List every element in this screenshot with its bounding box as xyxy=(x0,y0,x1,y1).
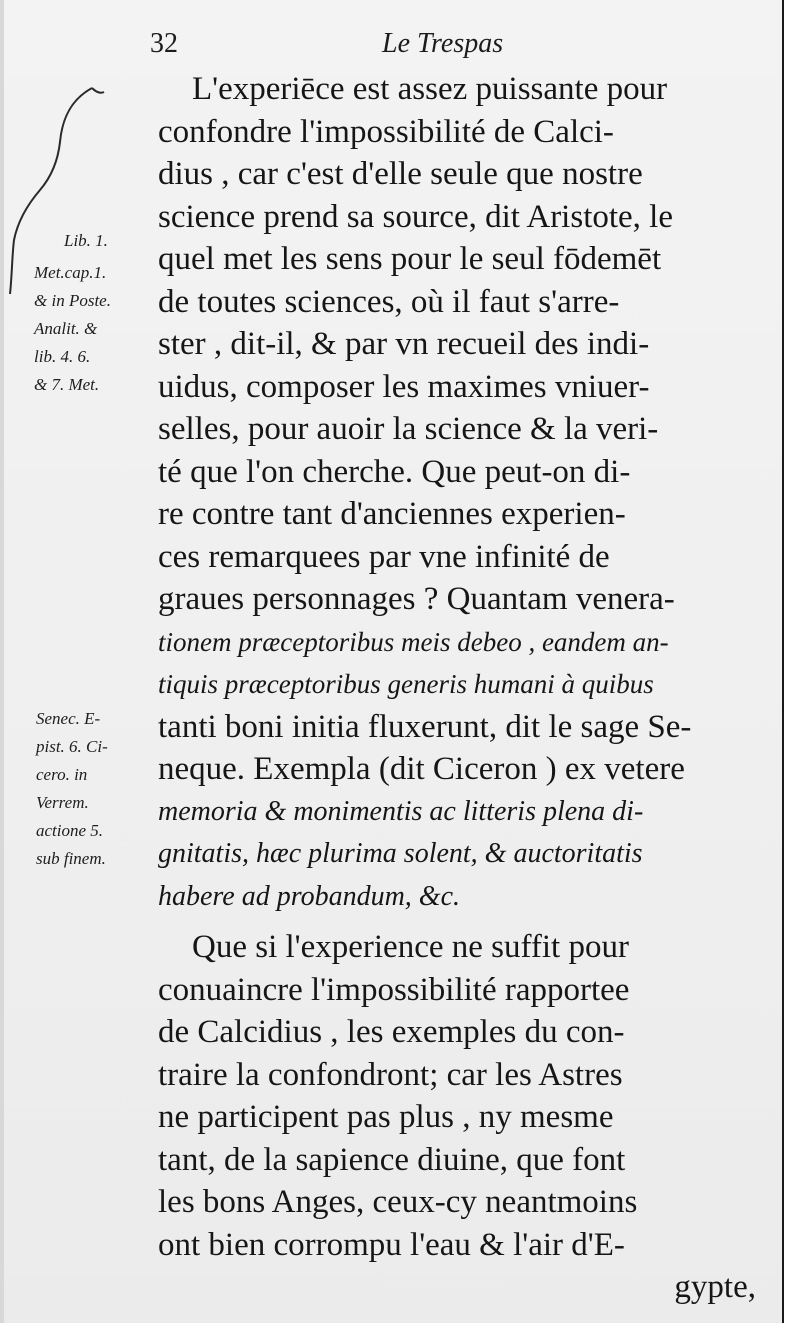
text-line: ont bien corrompu l'eau & l'air d'E- xyxy=(158,1226,625,1263)
text-line: confondre l'impossibilité de Calci- xyxy=(158,113,614,150)
note-line: sub finem. xyxy=(36,849,106,868)
latin-quote-line: tionem præceptoribus meis debeo , eandem an- xyxy=(158,626,669,657)
note-line: lib. 4. 6. xyxy=(34,347,91,366)
catchword: gypte, xyxy=(674,1269,756,1305)
text-line: science prend sa source, dit Aristote, le xyxy=(158,198,673,235)
note-line: & 7. Met. xyxy=(34,375,100,394)
note-line: cero. in xyxy=(36,765,88,784)
body-text xyxy=(158,68,760,1309)
note-line: Senec. E- xyxy=(36,709,101,728)
text-line: L'experiēce est assez puissante pour xyxy=(192,71,668,107)
text-line: ces remarquees par vne infinité de xyxy=(158,538,610,575)
paragraph-gap xyxy=(158,918,760,926)
text-line: quel met les sens pour le seul fōdemēt xyxy=(158,241,662,277)
text-line: les bons Anges, ceux-cy neantmoins xyxy=(158,1184,638,1220)
note-line: pist. 6. Ci- xyxy=(36,737,108,756)
text-line: de toutes sciences, où il faut s'arre- xyxy=(158,283,620,320)
margin-note-seneca-cicero xyxy=(36,708,108,870)
note-line: & in Poste. xyxy=(34,291,111,310)
text-line: dius , car c'est d'elle seule que nostre xyxy=(158,156,643,192)
text-line: graues personnages ? Quantam venera- xyxy=(158,581,675,617)
text-line: tant, de la sapience diuine, que font xyxy=(158,1141,626,1178)
text-line: neque. Exempla (dit Ciceron ) ex vetere xyxy=(158,751,685,787)
text-line: selles, pour auoir la science & la veri- xyxy=(158,411,659,447)
text-line: uidus, composer les maximes vniuer- xyxy=(158,368,650,405)
text-line: Que si l'experience ne suffit pour xyxy=(192,929,629,965)
text-line: tanti boni initia fluxerunt, dit le sage Se- xyxy=(158,708,692,745)
note-line: Analit. & xyxy=(34,319,98,338)
note-line: Verrem. xyxy=(36,793,89,812)
text-line: re contre tant d'anciennes experien- xyxy=(158,496,626,532)
note-line: actione 5. xyxy=(36,821,104,840)
text-line: ne participent pas plus , ny mesme xyxy=(158,1099,614,1135)
text-line: té que l'on cherche. Que peut-on di- xyxy=(158,453,631,490)
note-line: Met.cap.1. xyxy=(34,263,107,282)
running-head: Le Trespas xyxy=(382,28,504,59)
text-line: traire la confondront; car les Astres xyxy=(158,1056,623,1093)
text-line: conuaincre l'impossibilité rapportee xyxy=(158,971,630,1008)
latin-quote-line: memoria & monimentis ac litteris plena di- xyxy=(158,795,644,827)
text-line: de Calcidius , les exemples du con- xyxy=(158,1014,625,1050)
latin-quote-line: gnitatis, hæc plurima solent, & auctoritatis xyxy=(158,838,643,869)
margin-note-aristotle xyxy=(34,230,111,396)
page-number: 32 xyxy=(150,28,178,59)
latin-quote-line: habere ad probandum, &c. xyxy=(158,880,460,912)
note-line: Lib. 1. xyxy=(64,231,108,250)
latin-quote-line: tiquis præceptoribus generis humani à quibus xyxy=(158,669,654,699)
page-header xyxy=(150,28,760,68)
text-line: ster , dit-il, & par vn recueil des indi- xyxy=(158,326,650,362)
